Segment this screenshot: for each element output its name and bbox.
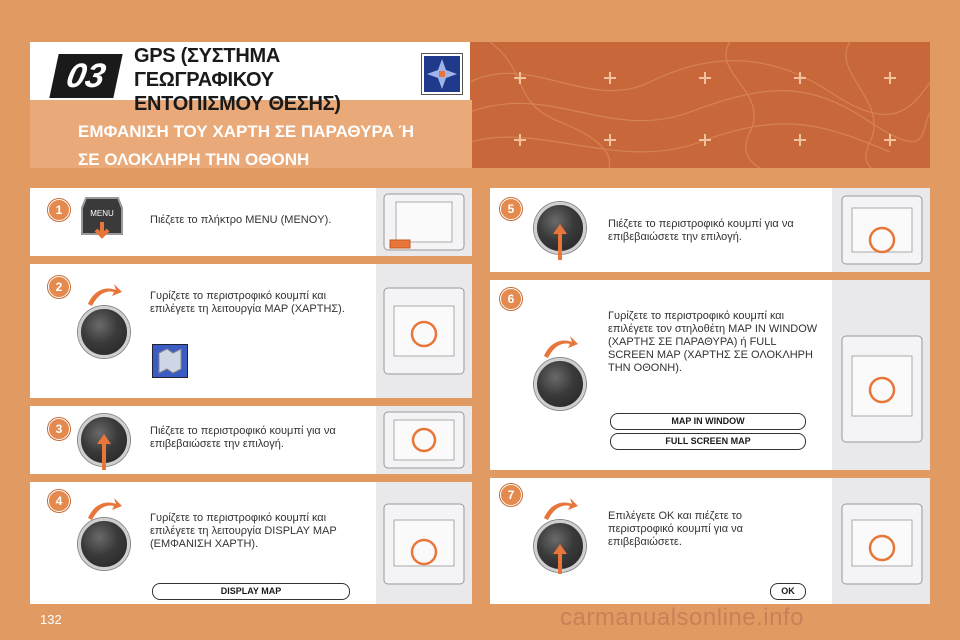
car-radio-front-panel xyxy=(382,192,466,252)
rotary-knob xyxy=(78,306,130,358)
car-radio-front-panel xyxy=(382,286,466,376)
section-title-line1: ΕΜΦΑΝΙΣΗ ΤΟΥ ΧΑΡΤΗ ΣΕ ΠΑΡΑΘΥΡΑ Ή xyxy=(78,122,414,141)
rotate-arrow-icon xyxy=(84,280,124,308)
header-map-background xyxy=(470,42,930,182)
menu-button-label: MENU xyxy=(90,209,114,218)
step-4-badge: 4 xyxy=(48,490,70,512)
step-3-text: Πιέζετε το περιστροφικό κουμπί για να επιβεβαιώσετε την επιλογή. xyxy=(150,425,336,450)
display-map-menu-item[interactable]: DISPLAY MAP xyxy=(152,583,350,600)
rotary-knob xyxy=(534,358,586,410)
chapter-title-line1: GPS (ΣΥΣΤΗΜΑ ΓΕΩΓΡΑΦΙΚΟΥ xyxy=(134,45,280,91)
car-radio-front-panel xyxy=(840,502,924,586)
step-3-badge: 3 xyxy=(48,418,70,440)
step-2-badge: 2 xyxy=(48,276,70,298)
map-in-window-menu-item[interactable]: MAP IN WINDOW xyxy=(610,413,806,430)
step-4-text: Γυρίζετε το περιστροφικό κουμπί και επιλέγετε τη λειτουργία DISPLAY MAP (ΕΜΦΑΝΙΣΗ ΧΑΡΤΗ). xyxy=(150,512,337,550)
rotary-knob xyxy=(78,518,130,570)
map-folder-icon xyxy=(152,344,188,378)
watermark: carmanualsonline.info xyxy=(560,604,804,631)
step-6-text: Γυρίζετε το περιστροφικό κουμπί και επιλέγετε τον στηλοθέτη MAP IN WINDOW (ΧΑΡΤΗΣ ΣΕ ΠΑΡΑΘΥΡΑ) ή FULL SCREEN MAP (ΧΑΡΤΗΣ ΣΕ ΟΛΟΚΛΗΡΗ ΤΗΝ ΟΘΟΝΗ). xyxy=(608,310,818,374)
page-number: 132 xyxy=(40,612,62,627)
step-1-badge: 1 xyxy=(48,199,70,221)
car-radio-front-panel xyxy=(840,334,924,444)
press-arrow-icon xyxy=(97,434,111,470)
section-title xyxy=(78,118,468,174)
step-7-badge: 7 xyxy=(500,484,522,506)
full-screen-map-menu-item[interactable]: FULL SCREEN MAP xyxy=(610,433,806,450)
section-title-line2: ΣΕ ΟΛΟΚΛΗΡΗ ΤΗΝ ΟΘΟΝΗ xyxy=(78,150,310,169)
press-arrow-icon xyxy=(553,224,567,260)
chapter-title-line2: ΕΝΤΟΠΙΣΜΟΥ ΘΕΣΗΣ) xyxy=(134,93,341,115)
step-1-text: Πιέζετε το πλήκτρο MENU (MENOY). xyxy=(150,214,332,226)
topographic-map-decoration xyxy=(470,42,930,182)
step-5-text: Πιέζετε το περιστροφικό κουμπί για να επιβεβαιώσετε την επιλογή. xyxy=(608,218,794,243)
car-radio-front-panel xyxy=(840,194,924,266)
step-5-badge: 5 xyxy=(500,198,522,220)
step-7-text: Επιλέγετε OK και πιέζετε το περιστροφικό κουμπί για να επιβεβαιώσετε. xyxy=(608,510,743,548)
ok-menu-item[interactable]: OK xyxy=(770,583,806,600)
rotate-arrow-icon xyxy=(540,494,580,522)
chapter-number: 03 xyxy=(49,54,122,98)
gps-compass-icon xyxy=(422,54,462,94)
chapter-title xyxy=(134,44,424,116)
rotate-arrow-icon xyxy=(540,332,580,360)
car-radio-front-panel xyxy=(382,502,466,586)
step-2-text: Γυρίζετε το περιστροφικό κουμπί και επιλέγετε τη λειτουργία MAP (ΧΑΡΤΗΣ). xyxy=(150,290,345,315)
menu-button-icon xyxy=(78,194,126,240)
step-6-badge: 6 xyxy=(500,288,522,310)
press-arrow-icon xyxy=(553,544,567,574)
car-radio-front-panel xyxy=(382,410,466,470)
